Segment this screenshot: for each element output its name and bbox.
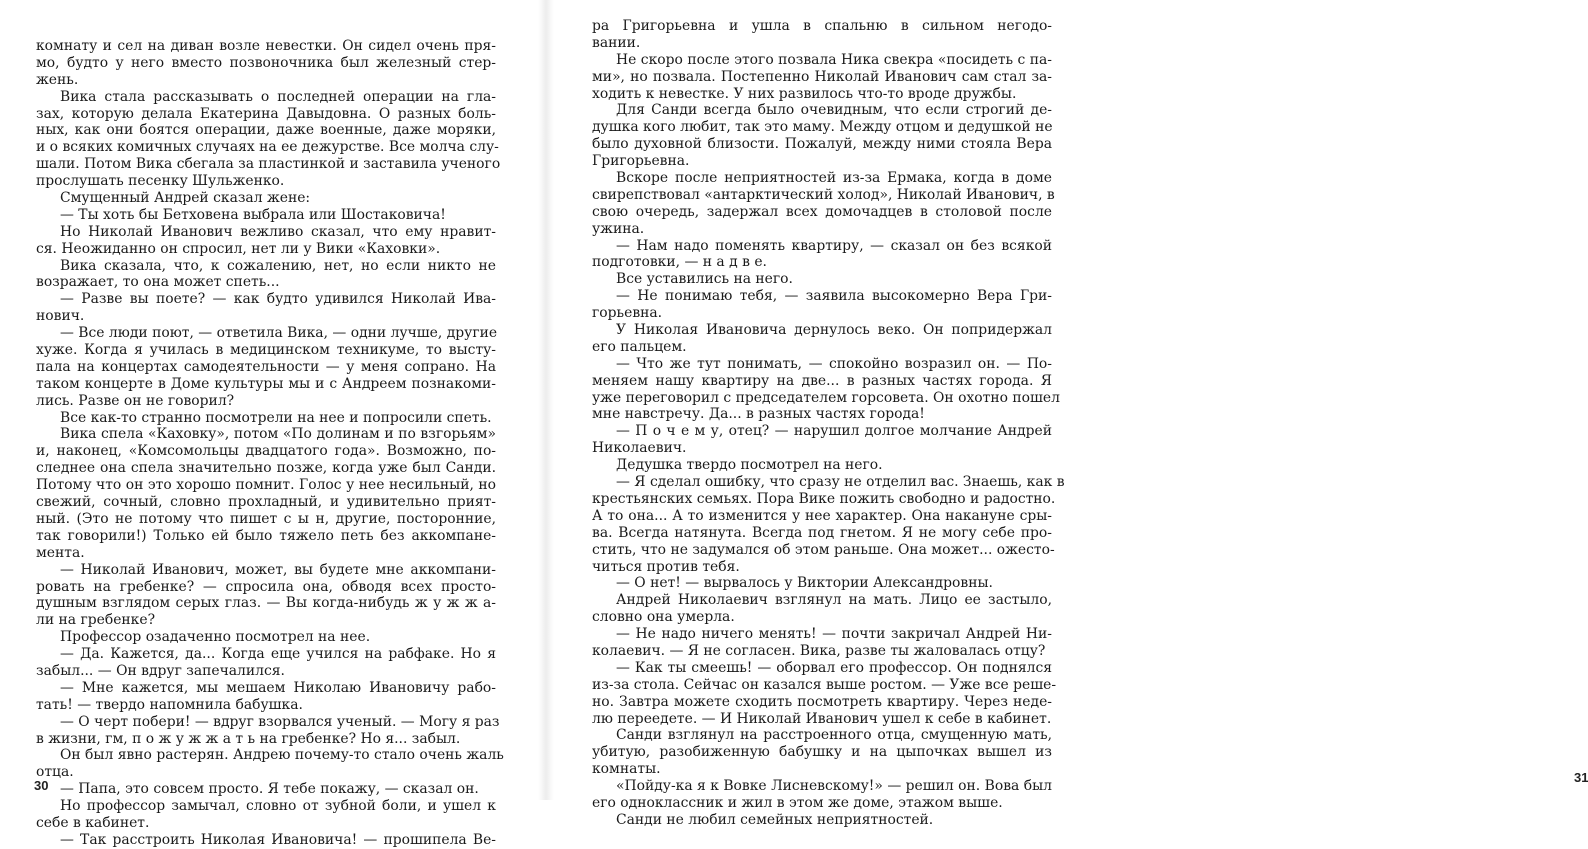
text-line: комнаты. — [592, 761, 661, 778]
text-line: читься против тебя. — [592, 558, 740, 575]
text-line: — Николай Иванович, может, вы будете мне аккомпани- — [60, 561, 496, 578]
text-line: себе в кабинет. — [36, 814, 150, 831]
text-line: — П о ч е м у, отец? — нарушил долгое молчание Андрей — [616, 423, 1052, 440]
text-line: — Как ты смеешь! — оборвал его профессор. Он поднялся — [616, 659, 1052, 676]
text-line: свирепствовал «антарктический холод», Николай Иванович, в — [592, 186, 1055, 203]
text-line: забыл... — Он вдруг запечалился. — [36, 662, 285, 679]
text-line: — О нет! — вырвалось у Виктории Александровны. — [616, 575, 993, 592]
text-line: мента. — [36, 544, 85, 561]
text-line: Все уставились на него. — [616, 271, 793, 288]
text-line: ли на гребенке? — [36, 612, 156, 629]
text-line: А то она... А то изменится у нее характер. Она накануне сры- — [592, 507, 1052, 524]
text-line: ужина. — [592, 220, 645, 237]
text-line: Дедушка твердо посмотрел на него. — [616, 457, 883, 474]
text-line: Санди не любил семейных неприятностей. — [616, 811, 934, 828]
text-line: лись. Разве он не говорил? — [36, 392, 235, 409]
text-line: тать! — твердо напомнила бабушка. — [36, 696, 303, 713]
text-line: ми», но позвала. Постепенно Николай Иванович сам стал за- — [592, 68, 1052, 85]
text-line: уже переговорил с председателем горсовета. Он охотно пошел — [592, 389, 1060, 406]
text-line: — Не понимаю тебя, — заявила высокомерно Вера Гри- — [616, 288, 1052, 305]
left-page-number: 30 — [34, 778, 49, 793]
text-line: Вика спела «Каховку», потом «По долинам и по взгорьям» — [60, 426, 496, 443]
left-page — [0, 0, 546, 848]
text-line: и, наконец, «Комсомольцы двадцатого года». Возможно, по- — [36, 443, 496, 460]
text-line: следнее она спела значительно позже, когда уже был Санди. — [36, 460, 496, 477]
text-line: — Нам надо поменять квартиру, — сказал он без всякой — [616, 237, 1052, 254]
text-line: подготовки, — н а д в е. — [592, 254, 767, 271]
text-line: лю переедете. — И Николай Иванович ушел к себе в кабинет. — [592, 710, 1052, 727]
text-line: У Николая Ивановича дернулось веко. Он попридержал — [616, 322, 1052, 339]
text-line: — Не надо ничего менять! — почти закричал Андрей Ни- — [616, 626, 1052, 643]
text-line: Потому что он это хорошо помнит. Голос у нее несильный, но — [36, 477, 496, 494]
text-line: свою очередь, задержал всех домочадцев в столовой после — [592, 203, 1052, 220]
text-line: жень. — [36, 71, 79, 88]
text-line: горьевна. — [592, 305, 663, 322]
text-line: Вика сказала, что, к сожалению, нет, но если никто не — [60, 257, 496, 274]
text-line: Андрей Николаевич взглянул на мать. Лицо ее застыло, — [616, 592, 1052, 609]
text-line: душным взглядом серых глаз. — Вы когда-нибудь ж у ж ж а- — [36, 595, 496, 612]
left-page-text — [36, 38, 504, 849]
text-line: вании. — [592, 34, 641, 51]
right-page — [546, 0, 1588, 828]
text-line: Смущенный Андрей сказал жене: — [60, 190, 311, 207]
text-line: так говорили!) Только ей было тяжело петь без аккомпане- — [36, 527, 496, 544]
text-line: Все как-то странно посмотрели на нее и попросили спеть. — [60, 409, 492, 426]
right-page-text — [592, 18, 1065, 829]
text-line: мне навстречу. Да... в разных частях города! — [592, 406, 925, 423]
text-line: — Разве вы поете? — как будто удивился Николай Ива- — [60, 291, 496, 308]
text-line: в жизни, гм, п о ж у ж ж а т ь на гребенке? Но я... забыл. — [36, 730, 461, 747]
text-line: было духовной близости. Пожалуй, между ними стояла Вера — [592, 136, 1052, 153]
text-line: Николаевич. — [592, 440, 687, 457]
text-line: Вскоре после неприятностей из-за Ермака, когда в доме — [616, 170, 1052, 187]
text-line: меняем нашу квартиру на две... в разных частях города. Я — [592, 372, 1052, 389]
text-line: нович. — [36, 308, 85, 325]
text-line: Григорьевна. — [592, 153, 690, 170]
text-line: словно она умерла. — [592, 609, 735, 626]
text-line: — Что же тут понимать, — спокойно возразил он. — По- — [616, 355, 1052, 372]
text-line: пала на концертах самодеятельности — у меня сопрано. На — [36, 358, 496, 375]
text-line: шали. Потом Вика сбегала за пластинкой и заставила ученого — [36, 156, 501, 173]
text-line: — Мне кажется, мы мешаем Николаю Ивановичу рабо- — [60, 679, 496, 696]
text-line: «Пойду-ка я к Вовке Лисневскому!» — решил он. Вова был — [616, 778, 1052, 795]
text-line: хуже. Когда я училась в медицинском техникуме, то высту- — [36, 342, 496, 359]
text-line: душка кого любит, так это маму. Между отцом и дедушкой не — [592, 119, 1053, 136]
text-line: прослушать песенку Шульженко. — [36, 173, 285, 190]
text-line: — Все люди поют, — ответила Вика, — одни лучше, другие — [60, 325, 498, 342]
text-line: ный. (Это не потому что пишет с ы н, другие, посторонние, — [36, 510, 496, 527]
text-line: но. Завтра можете сходить посмотреть квартиру. Через неде- — [592, 693, 1052, 710]
text-line: зах, которую делала Екатерина Давыдовна. О разных боль- — [36, 105, 496, 122]
text-line: Он был явно растерян. Андрею почему-то стало очень жаль — [60, 747, 504, 764]
text-line: Для Санди всегда было очевидным, что если строгий де- — [616, 102, 1052, 119]
text-line: убитую, разобиженную бабушку и на цыпочках вышел из — [592, 744, 1052, 761]
text-line: Санди взглянул на расстроенного отца, смущенную мать, — [616, 727, 1052, 744]
text-line: Профессор озадаченно посмотрел на нее. — [60, 629, 371, 646]
text-line: — Ты хоть бы Бетховена выбрала или Шостаковича! — [60, 206, 446, 223]
text-line: — Так расстроить Николая Ивановича! — прошипела Ве- — [60, 831, 496, 848]
text-line: Вика стала рассказывать о последней операции на гла- — [60, 88, 496, 105]
text-line: комнату и сел на диван возле невестки. Он сидел очень пря- — [36, 38, 496, 54]
text-line: свежий, сочный, словно прохладный, и удивительно прият- — [36, 494, 496, 511]
text-line: ходить к невестке. У них развилось что-то вроде дружбы. — [592, 85, 1017, 102]
text-line: Но профессор замычал, словно от зубной боли, и ушел к — [60, 798, 496, 815]
text-line: мо, будто у него вместо позвоночника был железный стер- — [36, 54, 496, 71]
text-line: ва. Всегда натянута. Всегда под гнетом. Я не могу себе про- — [592, 524, 1052, 541]
text-line: и о всяких комичных случаях на ее дежурстве. Все молча слу- — [36, 139, 499, 156]
text-line: — Да. Кажется, да... Когда еще учился на рабфаке. Но я — [60, 646, 496, 663]
text-line: — Я сделал ошибку, что сразу не отделил вас. Знаешь, как в — [616, 474, 1065, 491]
text-line: отца. — [36, 764, 74, 781]
text-line: ся. Неожиданно он спросил, нет ли у Вики «Каховки». — [36, 240, 441, 257]
text-line: его пальцем. — [592, 338, 687, 355]
text-line: стить, что не задумался об этом раньше. Она может... ожесто- — [592, 541, 1055, 558]
text-line: ра Григорьевна и ушла в спальню в сильном негодо- — [592, 18, 1052, 34]
text-line: Но Николай Иванович вежливо сказал, что ему нравит- — [60, 223, 496, 240]
text-line: — Папа, это совсем просто. Я тебе покажу, — сказал он. — [60, 781, 479, 798]
text-line: ных, как они боятся операции, даже военные, даже моряки, — [36, 122, 496, 139]
text-line: таком концерте в Доме культуры мы и с Андреем познакоми- — [36, 375, 496, 392]
text-line: крестьянских семьях. Пора Вике пожить свободно и радостно. — [592, 490, 1056, 507]
text-line: из-за стола. Сейчас он казался выше ростом. — Уже все реше- — [592, 676, 1057, 693]
text-line: его одноклассник и жил в этом же доме, этажом выше. — [592, 794, 1003, 811]
right-page-number: 31 — [1574, 770, 1588, 785]
text-line: — О черт побери! — вдруг взорвался ученый. — Могу я раз — [60, 713, 500, 730]
text-line: колаевич. — Я не согласен. Вика, разве ты жаловалась отцу? — [592, 642, 1046, 659]
text-line: Не скоро после этого позвала Ника свекра «посидеть с па- — [616, 51, 1052, 68]
text-line: возражает, то она может спеть... — [36, 274, 280, 291]
text-line: ровать на гребенке? — спросила она, обводя всех просто- — [36, 578, 496, 595]
